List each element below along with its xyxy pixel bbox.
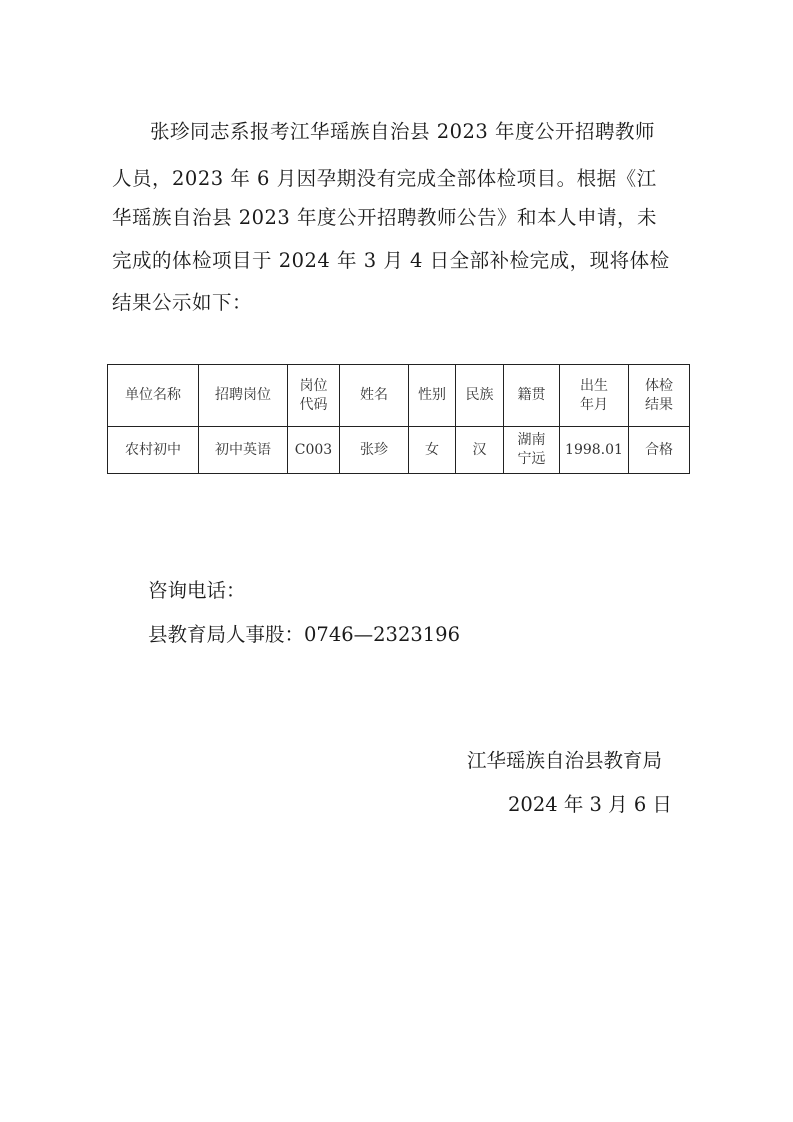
header-cell: 招聘岗位 xyxy=(199,365,288,427)
header-cell: 出生 年月 xyxy=(560,365,629,427)
notice-line: 人员，2023 年 6 月因孕期没有完成全部体检项目。根据《江 xyxy=(112,167,657,190)
header-cell: 体检 结果 xyxy=(629,365,690,427)
notice-line: 完成的体检项目于 2024 年 3 月 4 日全部补检完成，现将体检 xyxy=(112,249,670,272)
table-cell: 农村初中 xyxy=(108,427,199,474)
notice-line: 华瑶族自治县 2023 年度公开招聘教师公告》和本人申请，未 xyxy=(112,206,658,229)
header-cell: 性别 xyxy=(409,365,456,427)
table-header-row xyxy=(108,365,690,427)
header-cell: 籍贯 xyxy=(504,365,560,427)
header-cell: 民族 xyxy=(456,365,504,427)
notice-line: 结果公示如下： xyxy=(112,291,253,314)
table-cell: 合格 xyxy=(629,427,690,474)
table-cell: 1998.01 xyxy=(560,427,629,474)
table-cell: 湖南 宁远 xyxy=(504,427,560,474)
signature-date: 2024 年 3 月 6 日 xyxy=(508,793,672,816)
header-cell: 姓名 xyxy=(340,365,409,427)
header-cell: 岗位 代码 xyxy=(288,365,340,427)
table-cell: 女 xyxy=(409,427,456,474)
notice-line: 张珍同志系报考江华瑶族自治县 2023 年度公开招聘教师 xyxy=(150,120,656,143)
table-cell: 张珍 xyxy=(340,427,409,474)
table-cell: C003 xyxy=(288,427,340,474)
header-cell: 单位名称 xyxy=(108,365,199,427)
result-table xyxy=(107,364,690,474)
table-row xyxy=(108,427,690,474)
table-cell: 初中英语 xyxy=(199,427,288,474)
contact-phone: 县教育局人事股：0746—2323196 xyxy=(148,623,460,646)
table-cell: 汉 xyxy=(456,427,504,474)
signature-org: 江华瑶族自治县教育局 xyxy=(467,749,663,772)
contact-label: 咨询电话： xyxy=(148,579,246,602)
